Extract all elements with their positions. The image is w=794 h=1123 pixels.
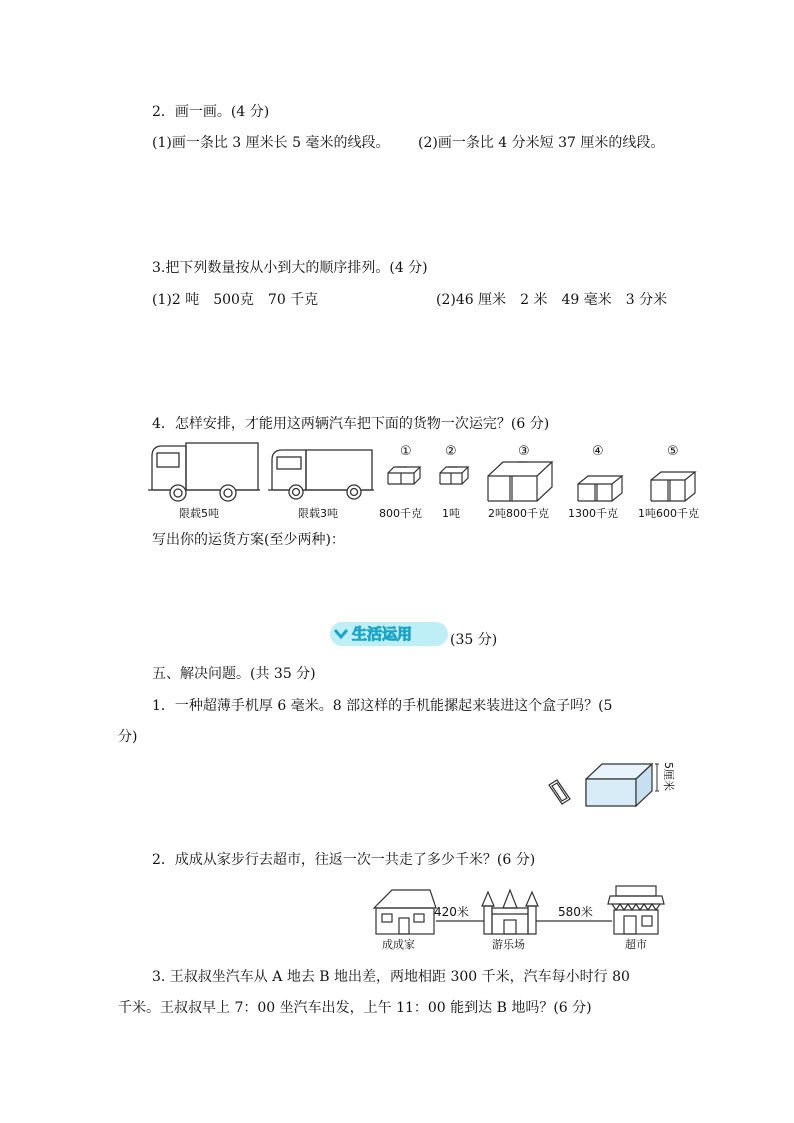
package-4-number: ④ (592, 444, 604, 459)
store-icon (608, 886, 664, 934)
p3-line1: 3. 王叔叔坐汽车从 A 地去 B 地出差，两地相距 300 千米，汽车每小时行 80 (152, 969, 630, 985)
truck-small-icon (268, 450, 374, 499)
q2-part2: (2)画一条比 4 分米短 37 厘米的线段。 (418, 135, 665, 151)
phone-icon (549, 780, 570, 804)
box-icon (586, 764, 652, 806)
package-1-icon (388, 467, 420, 484)
distance-2: 580米 (558, 905, 593, 919)
truck-small-label: 限载3吨 (298, 507, 338, 520)
truck-large-label: 限载5吨 (179, 507, 219, 520)
q4-prompt: 写出你的运货方案(至少两种)： (152, 532, 345, 548)
package-2-icon (440, 467, 468, 484)
package-5-icon (651, 472, 695, 501)
package-3-weight: 2吨800千克 (488, 507, 549, 520)
q4-title: 4．怎样安排，才能用这两辆汽车把下面的货物一次运完？(6 分) (152, 416, 550, 432)
place-store: 超市 (625, 938, 647, 951)
q3-title: 3.把下列数量按从小到大的顺序排列。(4 分) (152, 260, 428, 276)
package-5-weight: 1吨600千克 (638, 507, 699, 520)
package-1-number: ① (400, 444, 412, 459)
section-title: 五、解决问题。(共 35 分) (152, 666, 316, 682)
section-banner (330, 622, 448, 646)
p3-line2: 千米。王叔叔早上 7：00 坐汽车出发，上午 11：00 能到达 B 地吗？(6 分) (118, 1000, 592, 1016)
p2-figure (362, 878, 682, 954)
distance-1: 420米 (434, 905, 469, 919)
castle-icon (482, 890, 538, 934)
q2-part1: (1)画一条比 3 厘米长 5 毫米的线段。 (152, 135, 390, 151)
package-2-number: ② (445, 444, 457, 459)
height-bracket (655, 764, 659, 791)
package-3-number: ③ (518, 444, 530, 459)
box-height-label: 5厘米 (662, 762, 675, 791)
p2-title: 2．成成从家步行去超市，往返一次一共走了多少千米？(6 分) (152, 852, 536, 868)
q4-figure (148, 438, 718, 526)
p1-line1: 1．一种超薄手机厚 6 毫米。8 部这样的手机能摞起来装进这个盒子吗？(5 (152, 698, 613, 714)
truck-large-icon (148, 443, 260, 501)
q3-part2: (2)46 厘米 2 米 49 毫米 3 分米 (436, 292, 668, 308)
package-4-icon (578, 476, 622, 501)
house-icon (374, 890, 436, 934)
section-score: (35 分) (450, 632, 498, 648)
package-3-icon (488, 462, 552, 501)
p1-figure (540, 756, 690, 812)
package-5-number: ⑤ (667, 444, 679, 459)
chevron-down-icon (334, 628, 348, 640)
q2-title: 2．画一画。(4 分) (152, 104, 270, 120)
package-2-weight: 1吨 (442, 507, 460, 520)
package-4-weight: 1300千克 (568, 507, 618, 520)
place-home: 成成家 (382, 938, 415, 951)
q3-part1: (1)2 吨 500克 70 千克 (152, 292, 319, 308)
p1-line2: 分) (118, 729, 138, 745)
place-park: 游乐场 (492, 938, 525, 951)
package-1-weight: 800千克 (379, 507, 422, 520)
banner-label: 生活运用 (352, 625, 413, 643)
